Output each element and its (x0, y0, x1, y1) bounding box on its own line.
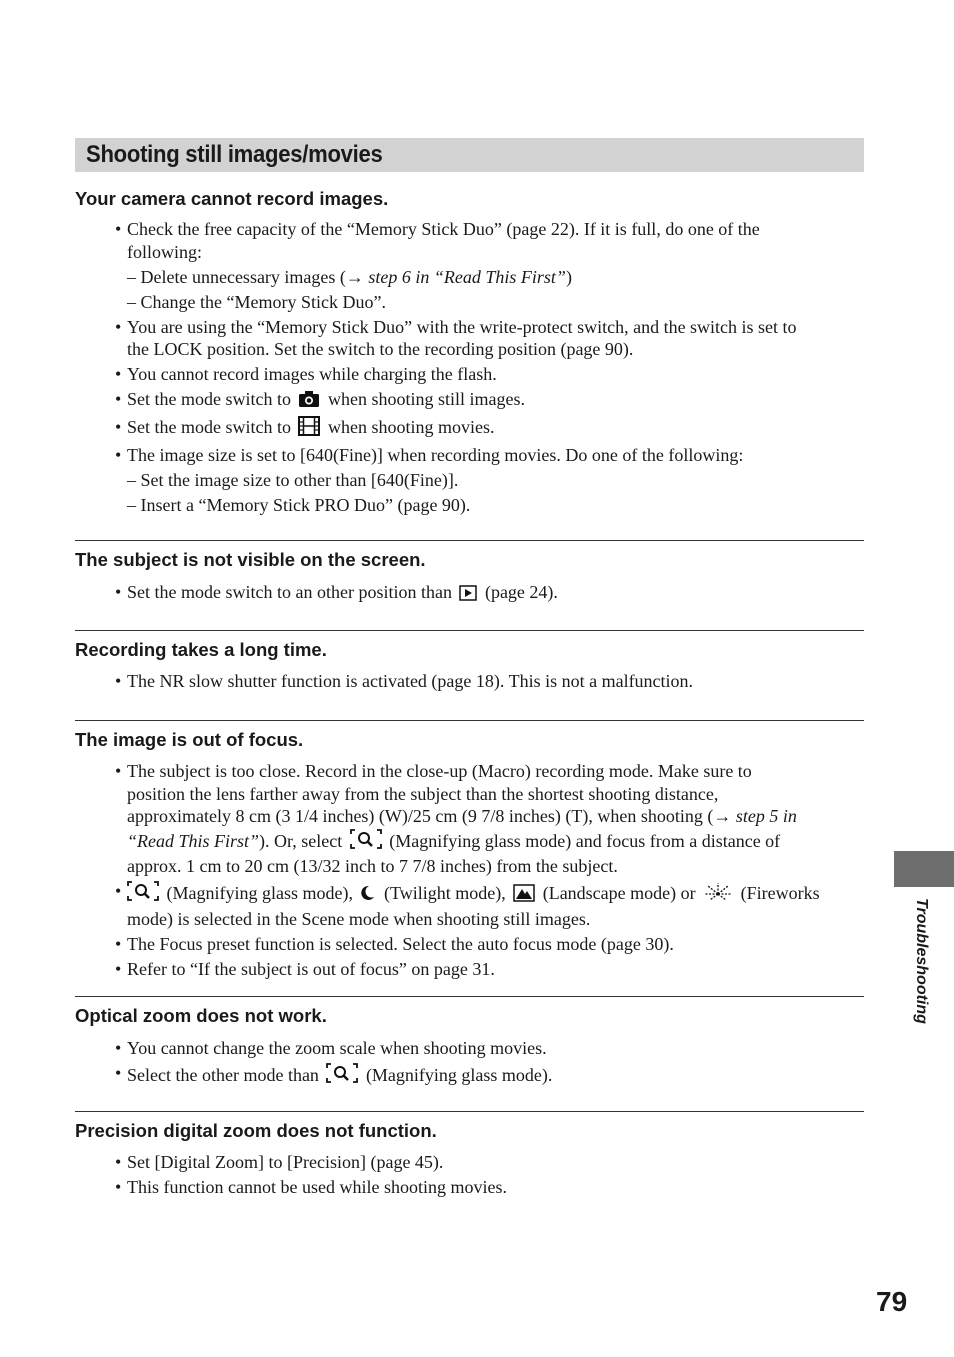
magnifying-glass-icon (350, 828, 382, 856)
block-heading: Optical zoom does not work. (75, 1005, 327, 1026)
landscape-icon (513, 884, 535, 908)
section-title: Shooting still images/movies (86, 141, 383, 168)
list-item: • You cannot record images while charging the flash. (115, 364, 497, 384)
movie-film-icon (298, 416, 320, 442)
playback-icon (459, 584, 477, 607)
chapter-thumb-tab (894, 851, 954, 887)
magnifying-glass-icon (326, 1062, 358, 1090)
list-item: • Check the free capacity of the “Memory Stick Duo” (page 22). If it is full, do one of the following: (115, 219, 760, 262)
list-item: • The subject is too close. Record in the close-up (Macro) recording mode. Make sure to position the lens farther away from the subject than the shortest shooting distance, approximately 8 cm (3 1/4 inches) (W)/25 cm (9 7/8 inches) (T), when shooting (→ step 5 in “Read This First”). Or, select (Magnifying glass mode) and focus from a distance of approx. 1 cm to 20 cm (13/32 inch to 7 7/8 inches) from the subject. (115, 761, 797, 876)
sub-item: – Change the “Memory Stick Duo”. (127, 291, 386, 312)
sub-item: – Delete unnecessary images (→ step 6 in “Read This First”) (127, 266, 572, 287)
list-item: • This function cannot be used while shooting movies. (115, 1177, 507, 1197)
list-item: • The NR slow shutter function is activated (page 18). This is not a malfunction. (115, 671, 694, 691)
trouble-block-precision-zoom (75, 1111, 864, 1201)
list-item: • Set [Digital Zoom] to [Precision] (page 45). (115, 1152, 444, 1172)
trouble-block-cannot-record (75, 188, 864, 519)
page-number: 79 (876, 1286, 908, 1317)
section-title-bar (75, 138, 864, 172)
trouble-block-recording-slow (75, 630, 864, 695)
list-item: • (Magnifying glass mode), (Twilight mode), (Landscape mode) or (Fireworks mode) is selected in the Scene mode when shooting still images. (115, 881, 820, 929)
block-heading: The subject is not visible on the screen. (75, 549, 426, 570)
block-heading: Precision digital zoom does not function. (75, 1120, 437, 1141)
twilight-icon (360, 884, 376, 908)
list-item: • The image size is set to [640(Fine)] when recording movies. Do one of the following: (115, 445, 744, 465)
list-item: • The Focus preset function is selected. Select the auto focus mode (page 30). (115, 933, 674, 954)
trouble-block-out-of-focus (75, 720, 864, 983)
camera-icon (298, 390, 320, 414)
trouble-block-subject-not-visible (75, 540, 864, 609)
sub-item: – Insert a “Memory Stick PRO Duo” (page 90). (127, 495, 471, 515)
block-heading: Recording takes a long time. (75, 639, 327, 660)
magnifying-glass-icon (127, 880, 159, 908)
trouble-block-optical-zoom (75, 996, 864, 1092)
block-heading: Your camera cannot record images. (75, 188, 389, 209)
fireworks-icon (703, 882, 733, 908)
sub-item: – Set the image size to other than [640(Fine)]. (127, 470, 459, 490)
list-item: • Set the mode switch to an other position than (page 24). (115, 581, 864, 607)
list-item: • Set the mode switch to when shooting still images. (115, 388, 864, 414)
chapter-side-label: Troubleshooting (913, 898, 930, 1024)
list-item: • Refer to “If the subject is out of focus” on page 31. (115, 958, 495, 979)
list-item: • You are using the “Memory Stick Duo” with the write-protect switch, and the switch is set to the LOCK position. Set the switch to the recording position (page 90). (115, 316, 797, 359)
list-item: • Set the mode switch to when shooting movies. (115, 416, 864, 442)
list-item: • You cannot change the zoom scale when shooting movies. (115, 1038, 547, 1058)
block-heading: The image is out of focus. (75, 729, 304, 750)
list-item: • Select the other mode than (Magnifying glass mode). (115, 1062, 864, 1090)
